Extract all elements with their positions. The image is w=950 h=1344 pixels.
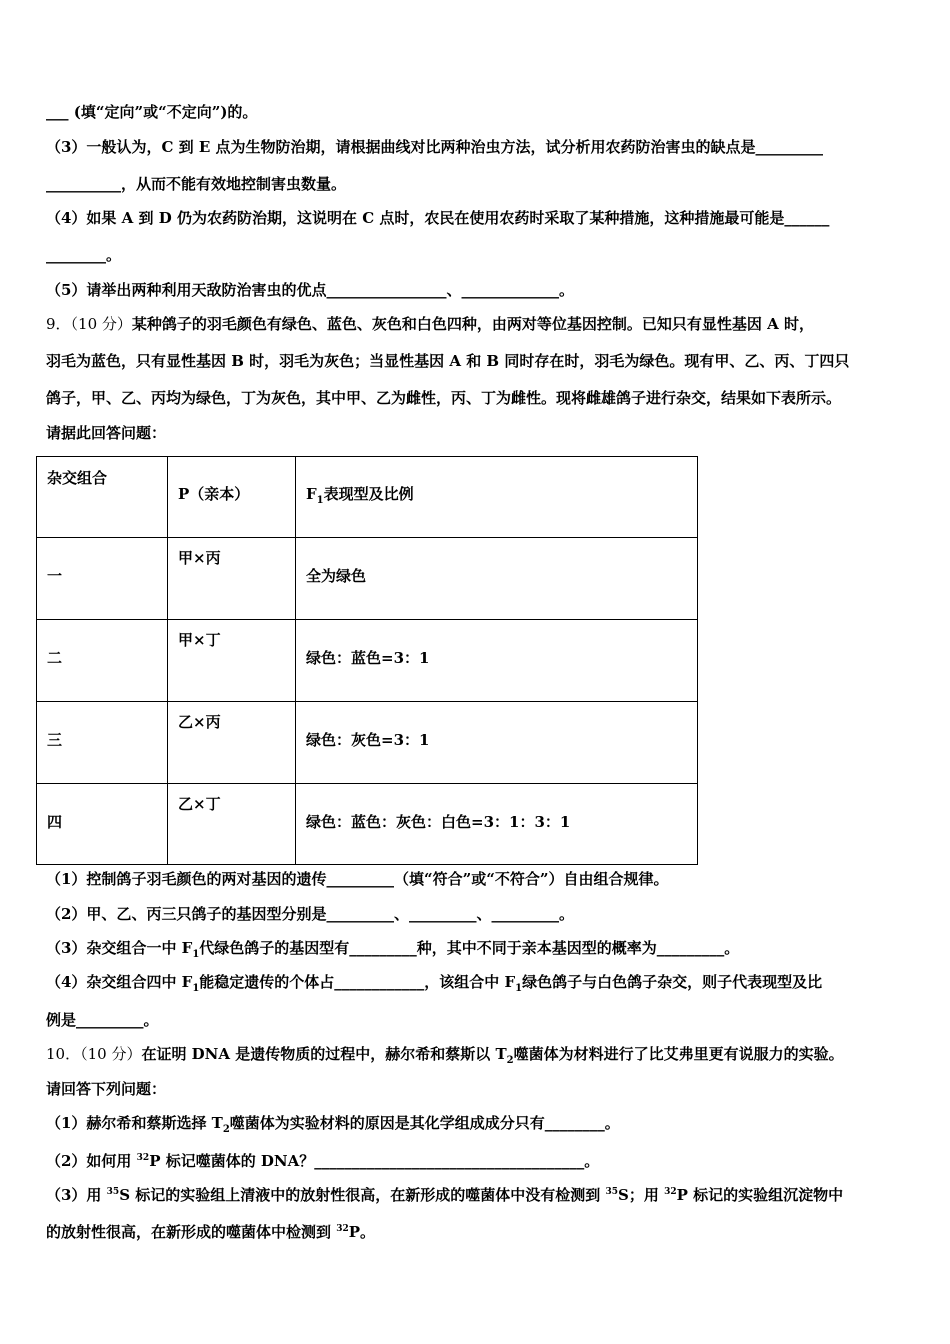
q9-intro-line-3: 鸽子，甲、乙、丙均为绿色，丁为灰色，其中甲、乙为雌性，丙、丁为雌性。现将雌雄鸽子进行杂交，结果如下表所示。 [46, 389, 842, 407]
row-f1-result: 绿色：灰色=3：1 [306, 731, 430, 749]
q8-line-4: （4）如果 A 到 D 仍为农药防治期，这说明在 C 点时，农民在使用农药时采取了某种措施，这种措施最可能是______ [46, 209, 830, 227]
q10-intro-line-1: 10．（10 分）在证明 DNA 是遗传物质的过程中，赫尔希和蔡斯以 $T_2$噬菌体为材料进行了比艾弗里更有说服力的实验。 [46, 1045, 844, 1066]
q9-intro-line-1 [46, 314, 814, 334]
row-group: 四 [47, 813, 63, 831]
q8-line-6: （5）请举出两种利用天敌防治害虫的优点________________、_____________。 [46, 281, 574, 299]
q9-stem-1: 某种鸽子的羽毛颜色有绿色、蓝色、灰色和白色四种，由两对等位基因控制。已知只有显性基因 A 时， [131, 315, 814, 333]
q10-sub-2: （2）如何用 $^{32}$P 标记噬菌体的 DNA？____________________________________。 [46, 1152, 600, 1170]
table-row [37, 784, 698, 865]
cross-results-table [36, 456, 698, 865]
table-row [37, 620, 698, 702]
table-header-row [37, 457, 698, 538]
q10-sub-1: （1）赫尔希和蔡斯选择 $T_2$噬菌体为实验材料的原因是其化学组成成分只有________。 [46, 1114, 620, 1135]
q9-intro-line-2: 羽毛为蓝色，只有显性基因 B 时，羽毛为灰色；当显性基因 A 和 B 同时存在时，羽毛为绿色。现有甲、乙、丙、丁四只 [46, 352, 850, 370]
header-cross-group: 杂交组合 [47, 469, 108, 487]
row-group: 一 [47, 567, 63, 585]
q8-line-5: ________。 [46, 246, 122, 264]
row-group: 三 [47, 731, 63, 749]
table-row [37, 702, 698, 784]
q9-number: 9．（10 分） [46, 315, 132, 333]
q9-sub-4: （4）杂交组合四中 $F_1$能稳定遗传的个体占____________，该组合中 $F_1$绿色鸽子与白色鸽子杂交，则子代表现型及比 [46, 973, 823, 994]
q9-sub-4-cont: 例是_________。 [46, 1011, 159, 1029]
row-parents: 甲×丁 [178, 631, 221, 649]
header-parents: P（亲本） [178, 485, 250, 503]
row-f1-result: 绿色：蓝色：灰色：白色=3：1：3：1 [306, 813, 571, 831]
row-parents: 乙×丁 [178, 795, 221, 813]
q8-line-2: （3）一般认为，C 到 E 点为生物防治期，请根据曲线对比两种治虫方法，试分析用农药防治害虫的缺点是_________ [46, 138, 823, 156]
q10-sub-3-cont: 的放射性很高，在新形成的噬菌体中检测到 $^{32}$P。 [46, 1223, 376, 1241]
q9-intro-line-4: 请据此回答问题： [46, 424, 167, 442]
q9-sub-2: （2）甲、乙、丙三只鸽子的基因型分别是_________、_________、_________。 [46, 905, 574, 923]
row-f1-result: 全为绿色 [306, 567, 367, 585]
q8-line-1: ___ (填“定向”或“不定向”)的。 [46, 103, 258, 121]
q9-sub-3: （3）杂交组合一中 $F_1$代绿色鸽子的基因型有_________种，其中不同于亲本基因型的概率为_________。 [46, 939, 740, 960]
q10-intro-line-2: 请回答下列问题： [46, 1080, 167, 1098]
q9-sub-1: （1）控制鸽子羽毛颜色的两对基因的遗传_________（填“符合”或“不符合”）自由组合规律。 [46, 870, 669, 888]
row-group: 二 [47, 649, 63, 667]
table-row [37, 538, 698, 620]
row-f1-result: 绿色：蓝色=3：1 [306, 649, 430, 667]
q10-sub-3: （3）用 $^{35}$S 标记的实验组上清液中的放射性很高，在新形成的噬菌体中没有检测到 $^{35}$S；用 $^{32}$P 标记的实验组沉淀物中 [46, 1186, 844, 1204]
q10-number: 10．（10 分） [46, 1045, 142, 1063]
header-f1-phenotype: $F_1$表现型及比例 [306, 485, 414, 506]
row-parents: 乙×丙 [178, 713, 221, 731]
row-parents: 甲×丙 [178, 549, 221, 567]
q8-line-3: __________，从而不能有效地控制害虫数量。 [46, 175, 347, 193]
